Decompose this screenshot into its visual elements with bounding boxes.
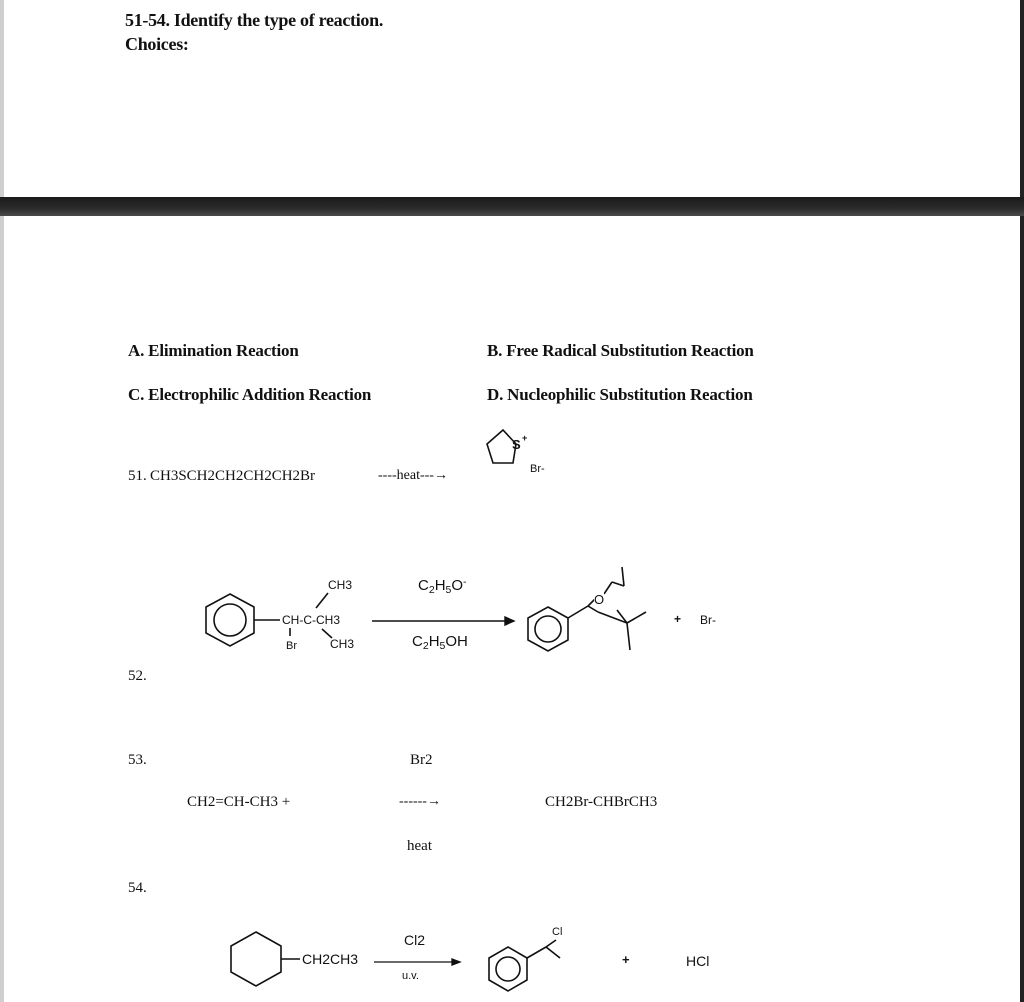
q52-ch3-bottom: CH3: [330, 637, 355, 651]
option-b: B. Free Radical Substitution Reaction: [487, 341, 754, 360]
q51-reactant: CH3SCH2CH2CH2CH2Br: [150, 468, 316, 484]
q54-product-structure: [489, 940, 560, 991]
q53-reagent-top: Br2: [410, 752, 433, 768]
q54-byproduct: HCl: [686, 953, 710, 969]
q51-arrow: ----heat---→: [378, 468, 448, 483]
q54-number: 54.: [128, 880, 147, 896]
q51-charge: +: [522, 433, 528, 443]
option-c: C. Electrophilic Addition Reaction: [128, 385, 372, 404]
q52-ch3-top: CH3: [328, 578, 353, 592]
q51-bromide: Br-: [530, 463, 545, 475]
q53-arrow: ------→: [399, 794, 441, 809]
q54-substituent: CH2CH3: [302, 951, 359, 967]
q54-arrow: [374, 959, 460, 965]
q52-plus: +: [674, 612, 682, 626]
q54-reagent-top: Cl2: [404, 932, 426, 948]
q52-reagent-bottom: $C_2H_5OH$: [412, 633, 468, 652]
q52-product-structure: [528, 567, 646, 651]
q54-product-chlorine: Cl: [552, 926, 563, 938]
q54-plus: +: [622, 952, 630, 967]
choices-label: Choices:: [125, 34, 189, 54]
q53-reagent-bottom: heat: [407, 838, 432, 854]
option-a: A. Elimination Reaction: [128, 341, 299, 360]
q52-arrow: [372, 617, 514, 625]
q54-cyclohexane-ring: [231, 932, 300, 986]
q54-reagent-bottom: u.v.: [402, 970, 419, 982]
q51-number: 51.: [128, 468, 147, 484]
q52-reagent-top: $C_2H_5O^-$: [418, 576, 467, 596]
q53-reactant: CH2=CH-CH3 +: [187, 794, 291, 810]
q52-byproduct: Br-: [700, 613, 716, 627]
q52-br: Br: [286, 640, 297, 652]
q52-number: 52.: [128, 668, 147, 684]
option-d: D. Nucleophilic Substitution Reaction: [487, 385, 753, 404]
q52-chain: CH-C-CH3: [282, 613, 340, 627]
q53-number: 53.: [128, 752, 147, 768]
q53-product: CH2Br-CHBrCH3: [545, 794, 658, 810]
page-title: 51-54. Identify the type of reaction.: [125, 10, 384, 30]
q52-product-oxygen: O: [594, 592, 605, 607]
q51-sulfur: S: [512, 437, 521, 452]
